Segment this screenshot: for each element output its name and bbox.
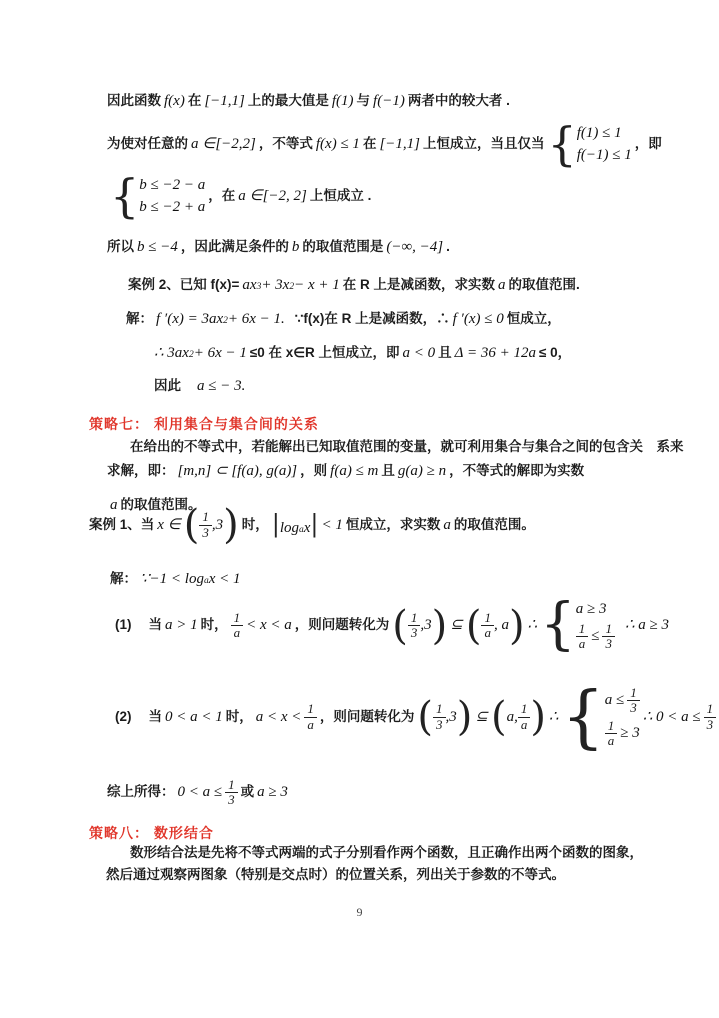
- case-rows: [605, 686, 640, 748]
- text-run: 恒成立，求实数: [345, 516, 441, 532]
- interval-group: [465, 602, 525, 649]
- item-number: (2): [115, 708, 132, 724]
- math-run: + 3x: [261, 277, 290, 293]
- text-run: 与: [356, 92, 371, 108]
- text-run: ，即: [634, 136, 662, 152]
- math-run: log: [279, 520, 299, 537]
- heading-text: 策略八： 数形结合: [89, 825, 214, 841]
- interval-group: [392, 602, 448, 649]
- math-run: f(1): [331, 93, 354, 109]
- case-row: f(1) ≤ 1: [576, 125, 622, 142]
- para-b-system: [110, 169, 372, 223]
- para-strategy8-intro-line1: [130, 845, 643, 862]
- text-run: ，不等式的解即为实数: [449, 462, 585, 478]
- math-run: a > 1: [165, 617, 198, 634]
- brace-system: [540, 592, 615, 658]
- numerator: 1: [436, 701, 443, 717]
- math-run: 0 < a < 1: [165, 708, 223, 725]
- numerator: 1: [607, 717, 615, 733]
- denominator: a: [304, 717, 317, 732]
- numerator: 1: [484, 609, 491, 625]
- math-run: + 6x − 1.: [227, 311, 285, 327]
- text-run: 且: [381, 462, 395, 478]
- text-run: 的取值范围。: [120, 496, 202, 512]
- numerator: 1: [228, 777, 235, 792]
- text-run: ，因此满足条件的: [180, 238, 289, 254]
- denominator: 3: [433, 717, 446, 732]
- text-run: 上恒成立 .: [309, 188, 372, 204]
- interval-group: [490, 694, 546, 741]
- subset-symbol: ⊆: [450, 617, 463, 634]
- text-run: ，则问题转化为: [294, 617, 390, 633]
- para-case1-branch2: [115, 677, 716, 757]
- fraction: [225, 778, 238, 808]
- text-run: 在: [187, 92, 202, 108]
- left-brace-icon: {: [561, 677, 605, 757]
- text-run: 所以: [107, 238, 134, 254]
- text-run: 恒成立，: [506, 310, 561, 326]
- math-run: ∴ a ≥ 3: [624, 617, 669, 634]
- math-run: a ≤ − 3.: [197, 378, 246, 394]
- text-run: 且: [438, 344, 452, 360]
- math-run: [−1,1]: [379, 136, 420, 153]
- right-paren-icon: ): [508, 602, 525, 649]
- case-rows: [577, 124, 632, 165]
- numerator: 1: [233, 609, 241, 625]
- math-run: b: [291, 239, 300, 255]
- denominator: a: [231, 625, 244, 640]
- math-run: a ∈[−2, 2]: [238, 188, 307, 205]
- case-row: [576, 622, 615, 652]
- math-run: a < x <: [255, 708, 302, 725]
- case-rows: [139, 176, 205, 217]
- para-strategy7-method: [107, 462, 584, 481]
- fraction: [199, 510, 212, 540]
- subscript: a: [203, 576, 209, 586]
- math-run: Δ = 36 + 12a: [454, 345, 536, 361]
- therefore-symbol: ∴: [527, 617, 538, 634]
- case-row: [605, 686, 640, 716]
- text-run: ≤ 0，: [538, 344, 572, 360]
- fraction: [518, 702, 531, 732]
- right-paren-icon: ): [530, 694, 546, 741]
- text-run: 时，: [200, 617, 228, 633]
- para-case2-conclusion: [154, 377, 245, 396]
- para-case1-problem: [89, 502, 535, 548]
- math-run: [−1,1]: [204, 93, 245, 109]
- abs-value-group: [272, 512, 319, 538]
- text-run: 在给出的不等式中，若能解出已知取值范围的变量，就可利用集合与集合之间的包含关 系来: [130, 439, 684, 454]
- numerator: 1: [307, 701, 314, 717]
- math-group: [140, 570, 241, 589]
- numerator: 1: [520, 701, 528, 717]
- fraction: [231, 611, 244, 641]
- math-run: g(a) ≥ n: [397, 463, 447, 479]
- math-run: − x + 1: [294, 277, 340, 293]
- math-run: < 1: [321, 516, 343, 533]
- numerator: 1: [706, 701, 714, 717]
- math-run: 0 < a ≤: [177, 784, 223, 801]
- text-run: 解：: [110, 570, 137, 586]
- numerator: 1: [605, 620, 612, 636]
- para-case2-solution2: [154, 344, 571, 363]
- left-paren-icon: (: [417, 694, 434, 741]
- right-paren-icon: ): [223, 502, 239, 548]
- math-run: ≤: [591, 628, 600, 645]
- text-run: 案例 1、当: [89, 516, 155, 532]
- case-row: a ≥ 3: [575, 601, 607, 617]
- denominator: a: [576, 636, 589, 651]
- case-row: f(−1) ≤ 1: [576, 147, 632, 164]
- math-group: [154, 344, 247, 363]
- math-run: x ∈: [157, 516, 181, 533]
- superscript: 2: [223, 316, 228, 326]
- text-run: 案例 2、已知 f(x)=: [128, 276, 240, 292]
- text-run: 数形结合法是先将不等式两端的式子分别看作两个函数，且正确作出两个函数的图象，: [130, 845, 643, 860]
- math-run: a: [443, 516, 451, 533]
- fraction: [704, 702, 717, 732]
- fraction: [304, 702, 317, 732]
- para-strategy8-intro-line2: [106, 867, 565, 884]
- para-case2-solution1: [126, 310, 561, 329]
- text-run: ，在: [208, 188, 236, 204]
- numerator: 1: [578, 620, 586, 636]
- math-run: f(x): [164, 93, 185, 109]
- text-run: 或: [240, 784, 255, 800]
- item-number: (1): [115, 617, 132, 633]
- text-run: 在 R 上是减函数，求实数: [342, 276, 496, 292]
- interval-group: [417, 694, 473, 741]
- fraction: [433, 702, 446, 732]
- math-run: , a: [493, 617, 509, 634]
- math-run: [m,n] ⊂ [f(a), g(a)]: [177, 463, 298, 479]
- numerator: 1: [202, 509, 209, 525]
- denominator: 3: [704, 717, 717, 732]
- page-number: 9: [356, 905, 363, 919]
- math-run: a ≥ 3: [257, 784, 288, 801]
- brace-system: [110, 169, 206, 223]
- fraction: [605, 719, 618, 749]
- math-run: ∴ 3ax: [154, 345, 189, 361]
- math-run: x: [303, 520, 311, 537]
- math-run: + 6x − 1: [193, 345, 247, 361]
- math-run: ∴ 0 < a ≤: [642, 708, 701, 725]
- heading-text: 策略七： 利用集合与集合间的关系: [89, 416, 319, 432]
- interval-group: [183, 502, 239, 548]
- para-b-range: [107, 238, 450, 257]
- math-run: a < 0: [402, 345, 436, 361]
- left-paren-icon: (: [392, 602, 408, 649]
- math-run: b ≤ −4: [137, 239, 178, 255]
- subscript: a: [298, 525, 304, 536]
- left-bar-icon: |: [271, 510, 280, 539]
- superscript: 2: [289, 282, 295, 292]
- right-paren-icon: ): [456, 694, 473, 741]
- math-run: ≥ 3: [620, 725, 640, 742]
- denominator: a: [518, 717, 531, 732]
- math-run: a: [498, 277, 506, 293]
- text-run: 解：: [126, 310, 153, 326]
- denominator: 3: [602, 636, 615, 651]
- superscript: 3: [256, 282, 262, 292]
- math-group: [156, 310, 285, 329]
- text-run: 求解，即：: [107, 462, 175, 478]
- subset-symbol: ⊆: [475, 708, 488, 725]
- numerator: 1: [630, 685, 637, 700]
- case-rows: [576, 600, 615, 651]
- text-run: .: [446, 238, 450, 254]
- therefore-symbol: ∴: [548, 708, 559, 725]
- text-run: 时，: [225, 708, 253, 724]
- text-run: 综上所得：: [107, 784, 175, 800]
- fraction: [408, 611, 421, 641]
- math-run: ,3: [420, 617, 432, 634]
- text-run: ∵f(x)在 R 上是减函数，∴: [294, 310, 450, 326]
- brace-system: [547, 117, 632, 171]
- text-run: 然后通过观察两图象（特别是交点时）的位置关系，列出关于参数的不等式。: [106, 867, 565, 882]
- denominator: a: [481, 625, 494, 640]
- numerator: 1: [410, 609, 418, 625]
- text-run: ≤0 在 x∈R 上恒成立，即: [249, 344, 400, 360]
- math-run: x < 1: [208, 571, 241, 587]
- denominator: 3: [408, 625, 421, 640]
- text-run: 上的最大值是: [247, 92, 329, 108]
- para-case2-problem: [128, 276, 580, 295]
- math-run: f(a) ≤ m: [330, 463, 379, 479]
- para-summary: [107, 778, 288, 808]
- case-row: b ≤ −2 + a: [139, 199, 206, 216]
- fraction: [576, 622, 589, 652]
- math-run: f(x) ≤ 1: [315, 136, 360, 153]
- math-run: f ′(x) ≤ 0: [452, 311, 504, 327]
- text-run: 的取值范围是: [302, 238, 384, 254]
- text-run: 在: [362, 136, 377, 152]
- math-run: f(−1): [373, 93, 405, 109]
- math-run: ,3: [211, 516, 224, 533]
- math-run: (−∞, −4]: [386, 239, 444, 255]
- text-run: 为使对任意的: [107, 136, 188, 152]
- math-run: ,3: [445, 708, 457, 725]
- strategy8-heading: [89, 825, 214, 843]
- text-run: ，则问题转化为: [319, 708, 415, 724]
- superscript: 2: [188, 350, 194, 360]
- math-run: a: [110, 497, 118, 513]
- text-run: 因此: [154, 377, 181, 393]
- para-case1-branch1: [115, 592, 669, 658]
- math-run: a ∈[−2,2]: [191, 136, 256, 153]
- case-row: b ≤ −2 − a: [139, 177, 206, 194]
- text-run: 上恒成立，当且仅当: [422, 136, 545, 152]
- denominator: a: [605, 733, 618, 748]
- denominator: 3: [225, 792, 238, 807]
- math-run: < x < a: [246, 617, 292, 634]
- para-strategy7-intro: [130, 439, 684, 456]
- fraction: [627, 686, 640, 716]
- math-run: f ′(x) = 3ax: [156, 311, 224, 327]
- math-run: a ≤: [604, 692, 625, 709]
- strategy7-heading: [89, 416, 319, 434]
- left-brace-icon: {: [540, 592, 576, 658]
- para-forall-condition: [107, 117, 662, 171]
- text-run: 当: [148, 617, 162, 633]
- brace-system: [561, 677, 640, 757]
- fraction: [481, 611, 494, 641]
- text-run: 的取值范围。: [453, 516, 535, 532]
- math-run: ∵−1 < log: [140, 571, 204, 587]
- left-paren-icon: (: [183, 502, 200, 548]
- text-run: ，则: [300, 462, 328, 478]
- text-run: 的取值范围.: [508, 276, 580, 292]
- para-case1-solution: [110, 570, 241, 589]
- text-run: 两者中的较大者 .: [407, 92, 510, 108]
- math-run: a,: [506, 708, 518, 725]
- denominator: 3: [627, 700, 640, 715]
- left-brace-icon: {: [547, 117, 577, 171]
- right-bar-icon: |: [310, 510, 319, 539]
- text-run: 当: [148, 708, 162, 724]
- left-paren-icon: (: [490, 694, 507, 741]
- text-run: 时，: [241, 516, 269, 532]
- right-paren-icon: ): [431, 602, 448, 649]
- para-max-value: [107, 92, 510, 111]
- text-run: ，不等式: [258, 136, 313, 152]
- math-group: [242, 276, 339, 295]
- fraction: [602, 622, 615, 652]
- left-paren-icon: (: [465, 602, 482, 649]
- denominator: 3: [199, 525, 212, 540]
- text-run: 因此函数: [107, 92, 161, 108]
- case-row: [605, 719, 640, 749]
- left-brace-icon: {: [110, 169, 140, 223]
- math-run: ax: [242, 277, 257, 293]
